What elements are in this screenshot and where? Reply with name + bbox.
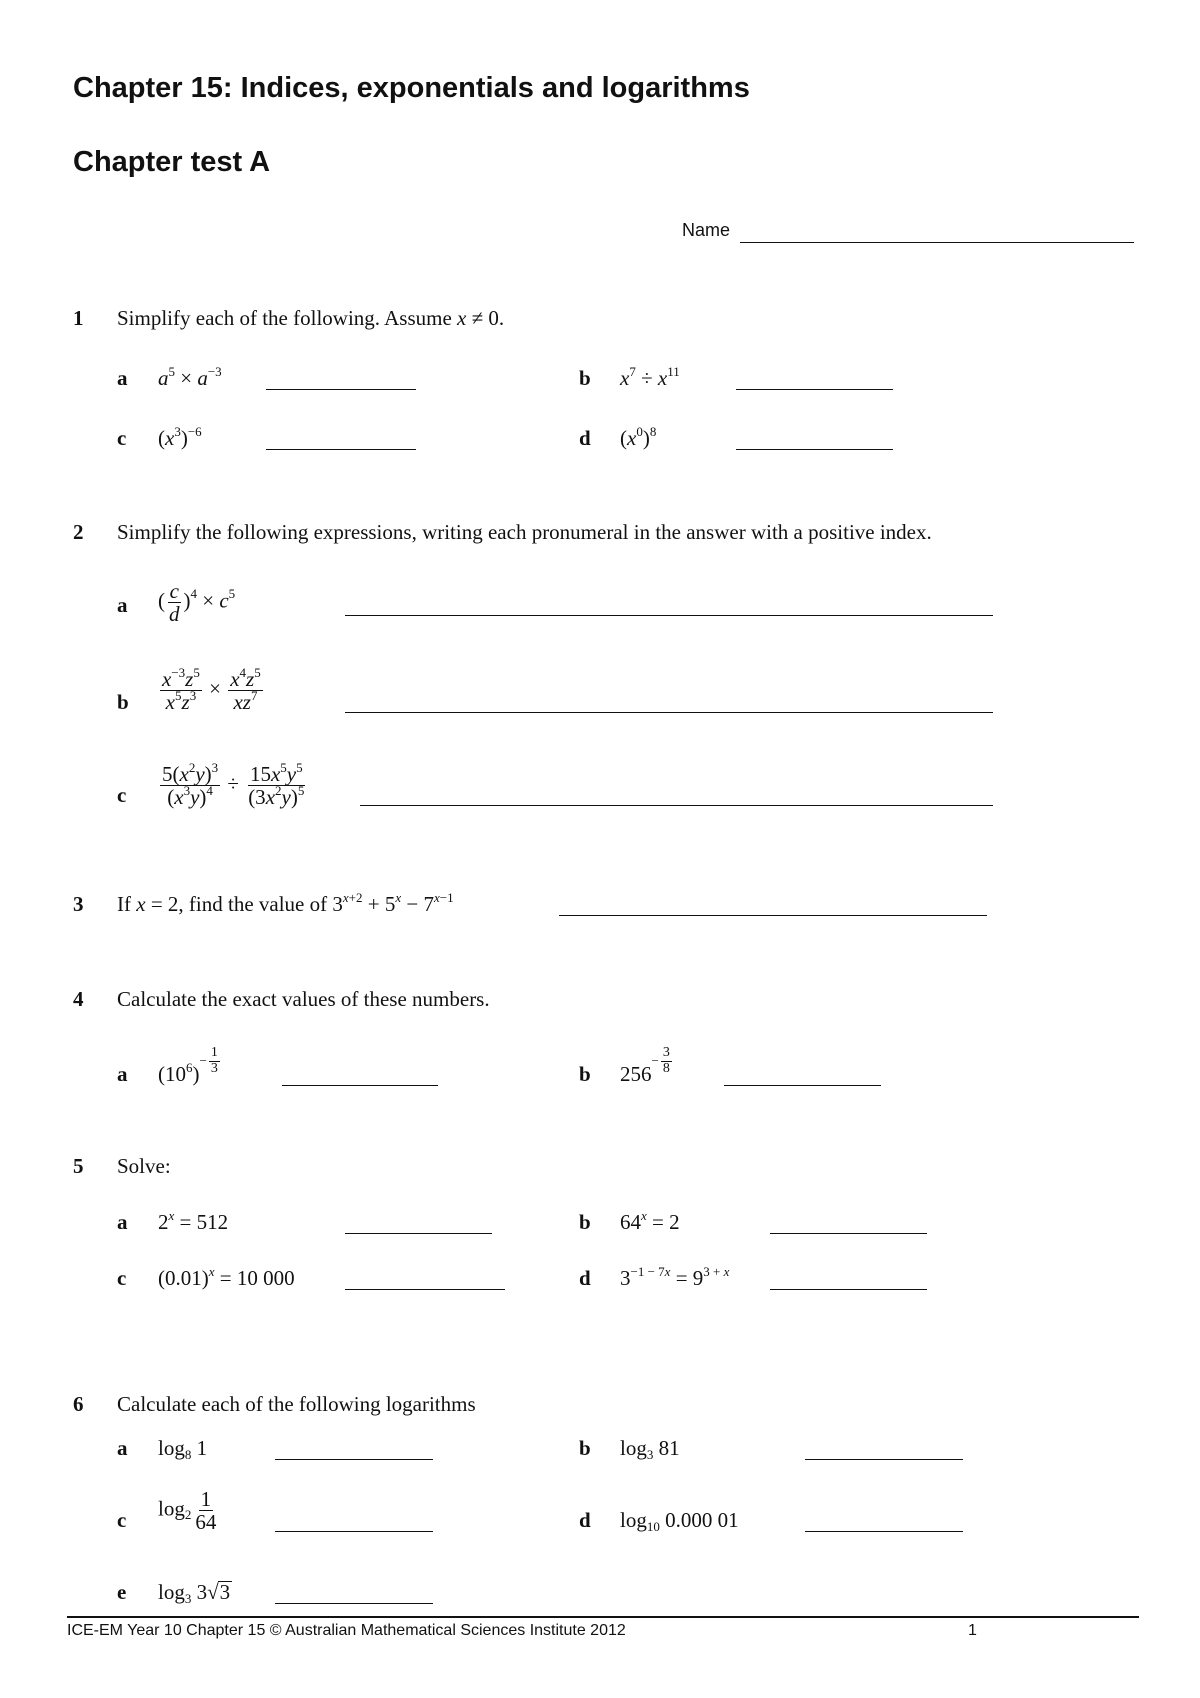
question-2-number: 2 <box>73 520 84 544</box>
q3-answer-line[interactable] <box>559 915 987 916</box>
q5c-label: c <box>117 1266 127 1290</box>
q6b-answer-line[interactable] <box>805 1459 963 1460</box>
q6d-expression: $\log_{10} 0.000$ 01 <box>620 1508 739 1534</box>
name-field[interactable] <box>740 242 1134 243</box>
q4a-label: a <box>117 1062 128 1086</box>
name-label: Name <box>682 220 731 240</box>
q5c-answer-line[interactable] <box>345 1289 505 1290</box>
question-5-number: 5 <box>73 1154 84 1178</box>
q5d-expression: $3^{-1 - 7x} = 9^{3 + x}$ <box>620 1264 730 1290</box>
question-6-text: Calculate each of the following logarithms <box>117 1392 476 1416</box>
q5b-expression: $64^x = 2$ <box>620 1208 680 1234</box>
q6d-label: d <box>579 1508 591 1532</box>
q4a-answer-line[interactable] <box>282 1085 438 1086</box>
q1a-label: a <box>117 366 128 390</box>
q2a-expression: ( $\frac{c}{d}$ )$^4 \times c^5$ <box>158 579 236 627</box>
footer-copyright: ICE-EM Year 10 Chapter 15 © Australian Mathematical Sciences Institute 2012 <box>67 1622 626 1639</box>
q6e-expression: $\log_3 3√3$ <box>158 1580 231 1606</box>
question-4-number: 4 <box>73 987 84 1011</box>
page-subtitle: Chapter test A <box>73 146 271 178</box>
q4b-expression: 256− $\frac{3}{8}$ <box>620 1045 670 1087</box>
q1d-answer-line[interactable] <box>736 449 893 450</box>
q2a-label: a <box>117 593 128 617</box>
q2b-label: b <box>117 690 129 714</box>
q5b-answer-line[interactable] <box>770 1233 927 1234</box>
question-2-text: Simplify the following expressions, writing each pronumeral in the answer with a positive index. <box>117 520 932 544</box>
q1d-expression: $(x^0)^8$ <box>620 424 657 450</box>
q6c-answer-line[interactable] <box>275 1531 433 1532</box>
question-1-text: Simplify each of the following. Assume x ≠ 0. <box>117 306 505 330</box>
q5b-label: b <box>579 1210 591 1234</box>
q1a-answer-line[interactable] <box>266 389 416 390</box>
q6b-expression: $\log_3 81$ <box>620 1436 680 1462</box>
q2c-expression: $\frac{5(x^2y)^3}{(x^3y)^4}$ ÷ $\frac{15x^5y^5}{(3x^2y)^5}$ <box>162 760 305 810</box>
q1b-label: b <box>579 366 591 390</box>
q5a-expression: $2^x = 512$ <box>158 1208 229 1234</box>
q1b-expression: $x^7 \div x^{11}$ <box>620 364 680 390</box>
q6a-label: a <box>117 1436 128 1460</box>
q6a-expression: $\log_8 1$ <box>158 1436 208 1462</box>
q2c-label: c <box>117 783 127 807</box>
q1a-expression: $a^5 \times a^{-3}$ <box>158 364 222 390</box>
q5c-expression: $(0.01)^x = 10$ 000 <box>158 1264 295 1290</box>
q6b-label: b <box>579 1436 591 1460</box>
q4b-answer-line[interactable] <box>724 1085 881 1086</box>
q1c-label: c <box>117 426 127 450</box>
question-4-text: Calculate the exact values of these numbers. <box>117 987 490 1011</box>
question-5-text: Solve: <box>117 1154 171 1178</box>
q6e-label: e <box>117 1580 127 1604</box>
question-3-text: If x = 2, find the value of $3^{x+2} + 5^x - 7^{x-1}$ <box>117 890 454 916</box>
question-3-number: 3 <box>73 892 84 916</box>
q6e-answer-line[interactable] <box>275 1603 433 1604</box>
q6a-answer-line[interactable] <box>275 1459 433 1460</box>
page-number: 1 <box>968 1622 977 1639</box>
q1c-answer-line[interactable] <box>266 449 416 450</box>
q1d-label: d <box>579 426 591 450</box>
q2a-answer-line[interactable] <box>345 615 993 616</box>
q5d-label: d <box>579 1266 591 1290</box>
q5d-answer-line[interactable] <box>770 1289 927 1290</box>
q4a-expression: $(10^6)-$ $\frac{1}{3}$ <box>158 1045 218 1087</box>
q2b-answer-line[interactable] <box>345 712 993 713</box>
q2b-expression: $\frac{x^{-3}z^5}{x^5z^3}$ × $\frac{x^4z^5}{xz^7}$ <box>162 665 261 715</box>
q1c-expression: $(x^3)^{-6}$ <box>158 424 202 450</box>
q6d-answer-line[interactable] <box>805 1531 963 1532</box>
q2c-answer-line[interactable] <box>360 805 993 806</box>
q6c-label: c <box>117 1508 127 1532</box>
q5a-label: a <box>117 1210 128 1234</box>
q1b-answer-line[interactable] <box>736 389 893 390</box>
question-1-number: 1 <box>73 306 84 330</box>
q4b-label: b <box>579 1062 591 1086</box>
q5a-answer-line[interactable] <box>345 1233 492 1234</box>
question-6-number: 6 <box>73 1392 84 1416</box>
footer-divider <box>67 1616 1139 1618</box>
q6c-expression: $\log_2$ $\frac{1}{64}$ <box>158 1487 217 1535</box>
page-title: Chapter 15: Indices, exponentials and logarithms <box>73 72 750 104</box>
